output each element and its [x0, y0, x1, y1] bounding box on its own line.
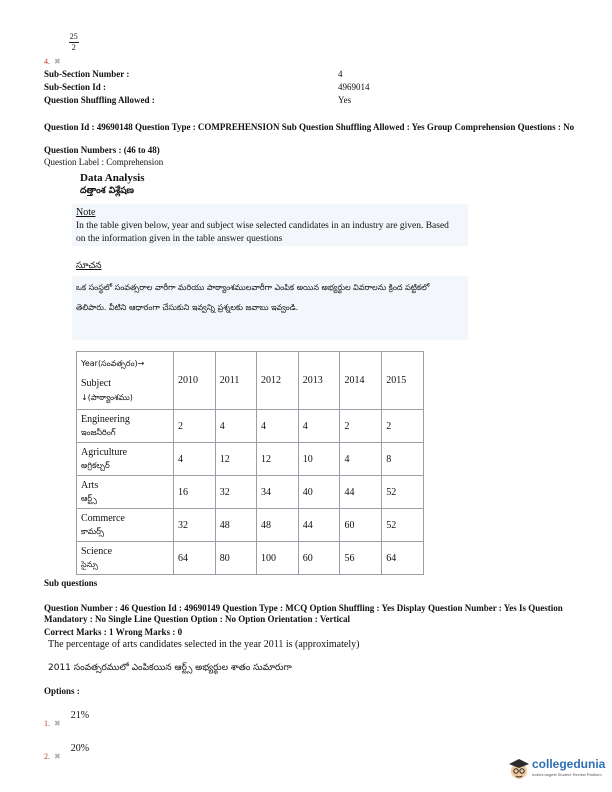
year-cell: 2011	[215, 352, 256, 410]
question-text-te: 2011 సంవత్సరములో ఎంపికయిన ఆర్ట్స్ అభ్యర్థుల శాతం సుమారుగా	[48, 663, 292, 673]
prev-option	[44, 32, 79, 66]
value-cell: 4	[256, 410, 298, 443]
cross-icon: ✖	[54, 719, 61, 728]
option-number: 1.	[44, 719, 50, 728]
subject-te: ఆర్ట్స్	[81, 494, 97, 503]
comprehension-passage	[72, 170, 470, 580]
sub-questions-label: Sub questions	[44, 578, 98, 588]
table-header-cell	[77, 352, 174, 410]
comprehension-header: Question Id : 49690148 Question Type : COMPREHENSION Sub Question Shuffling Allowed : Yes Group Comprehension Questions : No	[44, 122, 575, 132]
passage-title-te: దత్తాంశ విశ్లేషణ	[80, 186, 134, 196]
value-cell: 52	[382, 476, 424, 509]
subject-cell	[77, 476, 174, 509]
shuffle-value: Yes	[338, 95, 352, 105]
value-cell: 60	[340, 509, 382, 542]
header-year: Year(సంవత్సరం)→	[81, 358, 145, 368]
question-label: Question Label : Comprehension	[44, 157, 164, 167]
year-cell: 2014	[340, 352, 382, 410]
value-cell: 16	[174, 476, 216, 509]
subsection-id-value: 4969014	[338, 82, 370, 92]
subsection-id-label: Sub-Section Id :	[44, 82, 107, 92]
option-1[interactable]	[44, 705, 90, 728]
note-heading-en: Note	[76, 207, 96, 218]
value-cell: 2	[174, 410, 216, 443]
note-text-te: ఒక సంస్థలో సంవత్సరాల వారీగా మరియు పాఠ్యాంశములవారీగా ఎంపిక అయిన అభ్యర్థుల వివరాలను క్రింద పట్టికలో తెలిపారు. వీటిని ఆధారంగా చేసుకుని ఇవ్వన్ని ప్రశ్నలకు జవాబు ఇవ్వండి.	[76, 283, 430, 312]
subject-en: Commerce	[81, 513, 125, 524]
fraction-numerator: 25	[69, 32, 78, 41]
question-numbers: Question Numbers : (46 to 48)	[44, 145, 160, 155]
brand-tagline: India's largest Student Review Platform	[532, 772, 602, 777]
table-row	[77, 410, 424, 443]
header-subject-te: ↓(పాఠ్యాంశము)	[81, 392, 133, 402]
subject-te: సైన్సు	[81, 560, 98, 569]
subsection-number-value: 4	[338, 69, 343, 79]
subsection-number-label: Sub-Section Number :	[44, 69, 130, 79]
value-cell: 48	[256, 509, 298, 542]
value-cell: 56	[340, 542, 382, 575]
option-text: 21%	[70, 710, 90, 721]
value-cell: 44	[298, 509, 340, 542]
value-cell: 2	[340, 410, 382, 443]
passage-title-en: Data Analysis	[80, 172, 145, 184]
subject-en: Science	[81, 546, 113, 557]
value-cell: 48	[215, 509, 256, 542]
cross-icon: ✖	[54, 752, 61, 761]
subject-cell	[77, 410, 174, 443]
option-text: 20%	[70, 743, 90, 754]
subject-en: Arts	[81, 480, 99, 491]
header-subject-en: Subject	[81, 377, 111, 389]
value-cell: 52	[382, 509, 424, 542]
value-cell: 80	[215, 542, 256, 575]
question-marks: Correct Marks : 1 Wrong Marks : 0	[44, 627, 183, 637]
table-row	[77, 542, 424, 575]
note-heading-te: సూచన	[76, 261, 102, 271]
table-header-row	[77, 352, 424, 410]
value-cell: 64	[382, 542, 424, 575]
subject-te: అగ్రికల్చర్	[81, 461, 110, 470]
year-cell: 2015	[382, 352, 424, 410]
options-label: Options :	[44, 686, 80, 696]
note-text-en: In the table given below, year and subject wise selected candidates in an industry are given. Based on the information given in the table answer questions	[76, 221, 449, 244]
option-number: 2.	[44, 752, 50, 761]
value-cell: 4	[174, 443, 216, 476]
value-cell: 4	[298, 410, 340, 443]
shuffle-label: Question Shuffling Allowed :	[44, 95, 155, 105]
value-cell: 44	[340, 476, 382, 509]
value-cell: 4	[340, 443, 382, 476]
value-cell: 8	[382, 443, 424, 476]
cross-icon: ✖	[54, 57, 61, 66]
value-cell: 32	[174, 509, 216, 542]
graduate-icon	[508, 757, 530, 781]
fraction	[69, 32, 79, 53]
value-cell: 12	[215, 443, 256, 476]
brand-name: collegedunia	[532, 757, 606, 771]
option-2[interactable]	[44, 738, 90, 761]
brand-logo	[508, 755, 608, 785]
question-text-en: The percentage of arts candidates selected in the year 2011 is (approximately)	[48, 639, 360, 650]
table-row	[77, 509, 424, 542]
subject-cell	[77, 542, 174, 575]
year-cell: 2012	[256, 352, 298, 410]
value-cell: 64	[174, 542, 216, 575]
value-cell: 4	[215, 410, 256, 443]
data-table	[76, 351, 424, 575]
value-cell: 60	[298, 542, 340, 575]
year-cell: 2013	[298, 352, 340, 410]
value-cell: 100	[256, 542, 298, 575]
value-cell: 34	[256, 476, 298, 509]
option-number: 4.	[44, 57, 50, 66]
value-cell: 10	[298, 443, 340, 476]
question-header: Question Number : 46 Question Id : 49690149 Question Type : MCQ Option Shuffling : Yes Display Question Number : Yes Is Question Mandatory : No Single Line Question Option : No Option Orientation : Vertical	[44, 603, 563, 624]
subject-cell	[77, 509, 174, 542]
subject-te: ఇంజనీరింగ్	[81, 428, 116, 437]
value-cell: 2	[382, 410, 424, 443]
value-cell: 40	[298, 476, 340, 509]
value-cell: 12	[256, 443, 298, 476]
table-row	[77, 476, 424, 509]
year-cell: 2010	[174, 352, 216, 410]
table-row	[77, 443, 424, 476]
subject-en: Agriculture	[81, 447, 128, 458]
value-cell: 32	[215, 476, 256, 509]
subject-en: Engineering	[81, 414, 130, 425]
subject-cell	[77, 443, 174, 476]
fraction-denominator: 2	[71, 43, 76, 52]
subject-te: కామర్స్	[81, 527, 104, 536]
